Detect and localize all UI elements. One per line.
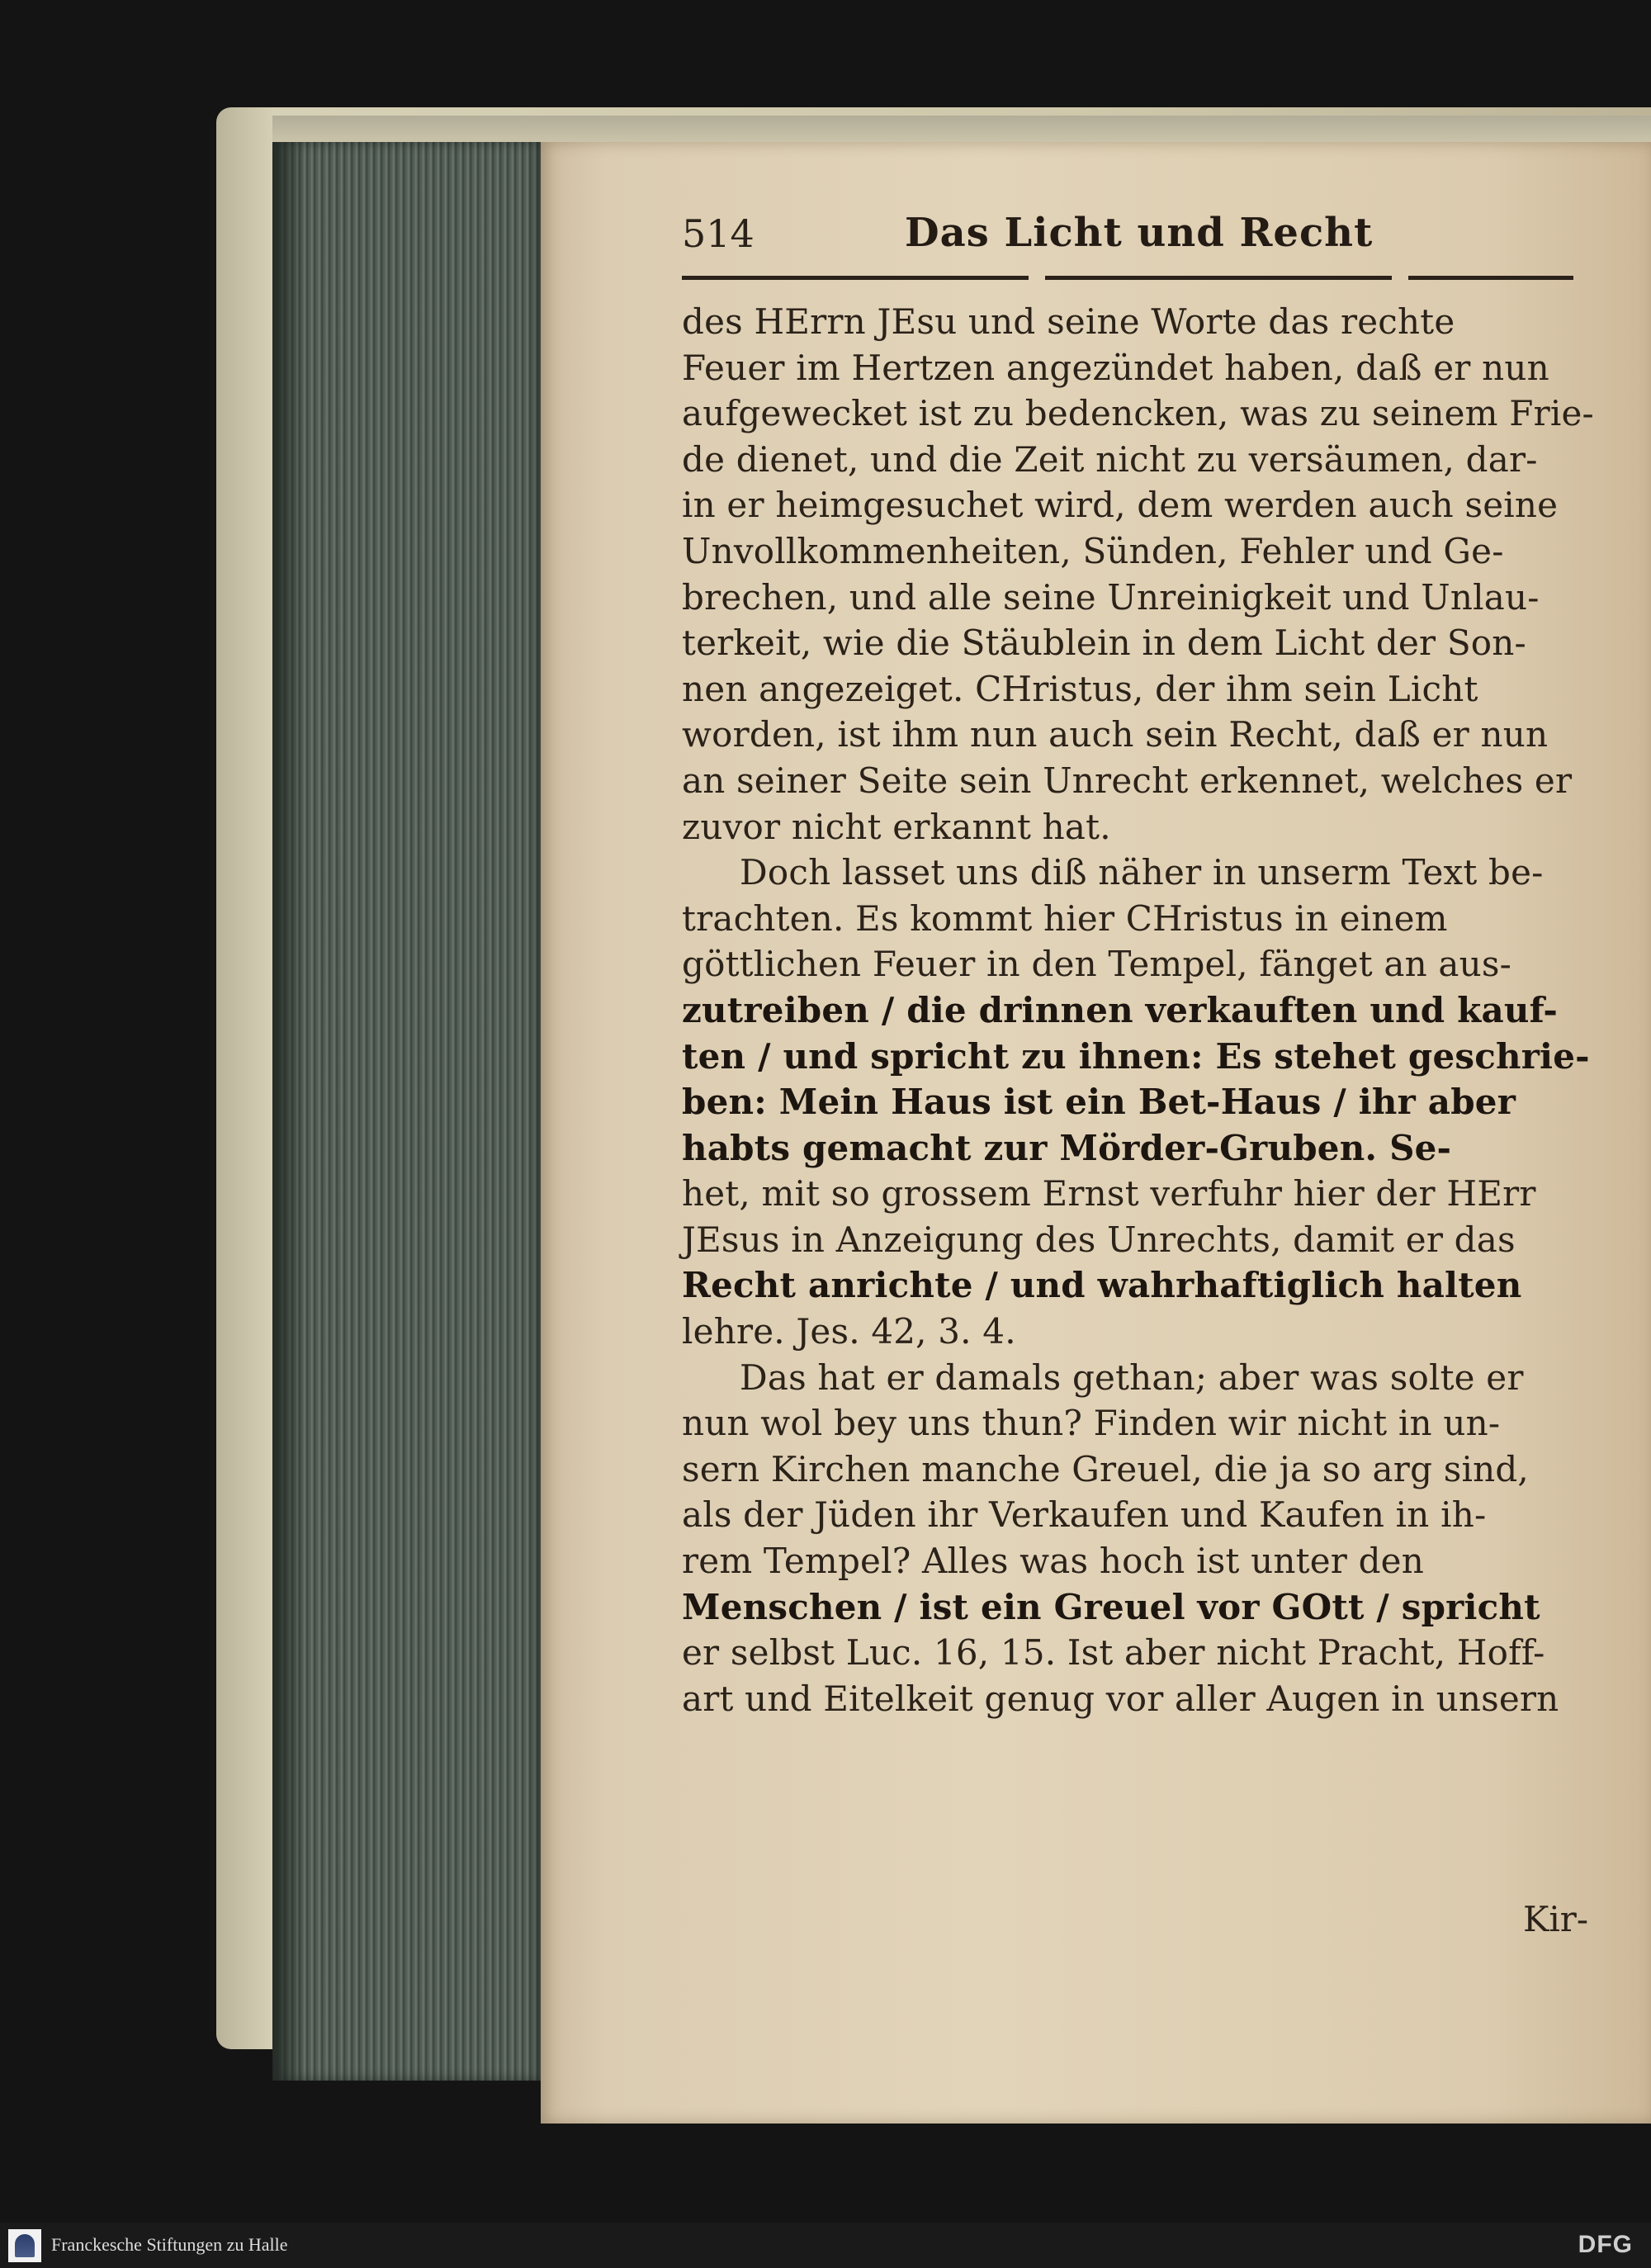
text-line: nen angezeiget. CHristus, der ihm sein Licht <box>682 668 1478 709</box>
text-line: terkeit, wie die Stäublein in dem Licht der Son- <box>682 623 1526 664</box>
text-line: göttlichen Feuer in den Tempel, fänget an aus- <box>682 944 1512 985</box>
text-line: Feuer im Hertzen angezündet haben, daß er nun <box>682 347 1549 388</box>
page-edges <box>272 142 545 2081</box>
text-line-quote: Recht anrichte / und wahrhaftiglich halten <box>682 1265 1522 1306</box>
dfg-logo: DFG <box>1578 2231 1633 2258</box>
text-line: in er heimgesuchet wird, dem werden auch seine <box>682 485 1559 526</box>
text-line-quote: habts gemacht zur Mörder-Gruben. Se- <box>682 1127 1452 1168</box>
header-rule <box>682 276 1573 280</box>
text-line: JEsus in Anzeigung des Unrechts, damit er das <box>682 1219 1516 1260</box>
running-title: Das Licht und Recht <box>905 210 1374 256</box>
footer-bar <box>0 2223 1651 2268</box>
catchword: Kir- <box>1523 1899 1589 1939</box>
text-line: trachten. Es kommt hier CHristus in einem <box>682 897 1448 939</box>
text-line: nun wol bey uns thun? Finden wir nicht in un- <box>682 1403 1501 1444</box>
text-line: brechen, und alle seine Unreinigkeit und Unlau- <box>682 576 1540 618</box>
text-line: aufgewecket ist zu bedencken, was zu seinem Frie- <box>682 393 1594 434</box>
francke-foundations-logo-icon <box>8 2229 41 2262</box>
text-line: Das hat er damals gethan; aber was solte er <box>740 1357 1524 1398</box>
gutter-shadow <box>272 142 305 2081</box>
text-line: de dienet, und die Zeit nicht zu versäumen, dar- <box>682 438 1538 480</box>
text-line-quote: ten / und spricht zu ihnen: Es stehet geschrie- <box>682 1035 1590 1077</box>
text-line: art und Eitelkeit genug vor aller Augen in unsern <box>682 1678 1559 1719</box>
logo-mark <box>15 2234 35 2257</box>
text-line-quote: zutreiben / die drinnen verkauften und kauf- <box>682 989 1559 1030</box>
text-line: lehre. Jes. 42, 3. 4. <box>682 1311 1016 1352</box>
text-line: Doch lasset uns diß näher in unserm Text be- <box>740 852 1544 893</box>
text-line: rem Tempel? Alles was hoch ist unter den <box>682 1541 1424 1582</box>
text-line: zuvor nicht erkannt hat. <box>682 806 1111 847</box>
text-line: des HErrn JEsu und seine Worte das rechte <box>682 301 1455 342</box>
text-line: an seiner Seite sein Unrecht erkennet, welches er <box>682 760 1573 801</box>
body-text <box>682 299 1594 1721</box>
text-line: Unvollkommenheiten, Sünden, Fehler und Ge- <box>682 530 1504 571</box>
text-line-quote: ben: Mein Haus ist ein Bet-Haus / ihr aber <box>682 1082 1516 1123</box>
page-header <box>682 211 1582 277</box>
text-line: er selbst Luc. 16, 15. Ist aber nicht Pracht, Hoff- <box>682 1632 1545 1674</box>
institution-label: Franckesche Stiftungen zu Halle <box>51 2234 288 2255</box>
text-line: sern Kirchen manche Greuel, die ja so arg sind, <box>682 1448 1529 1489</box>
text-line: het, mit so grossem Ernst verfuhr hier der HErr <box>682 1173 1536 1214</box>
text-line: als der Jüden ihr Verkaufen und Kaufen in ih- <box>682 1494 1487 1536</box>
page-number: 514 <box>682 211 755 256</box>
text-line: worden, ist ihm nun auch sein Recht, daß er nun <box>682 714 1549 755</box>
text-line-quote: Menschen / ist ein Greuel vor GOtt / spricht <box>682 1586 1540 1627</box>
